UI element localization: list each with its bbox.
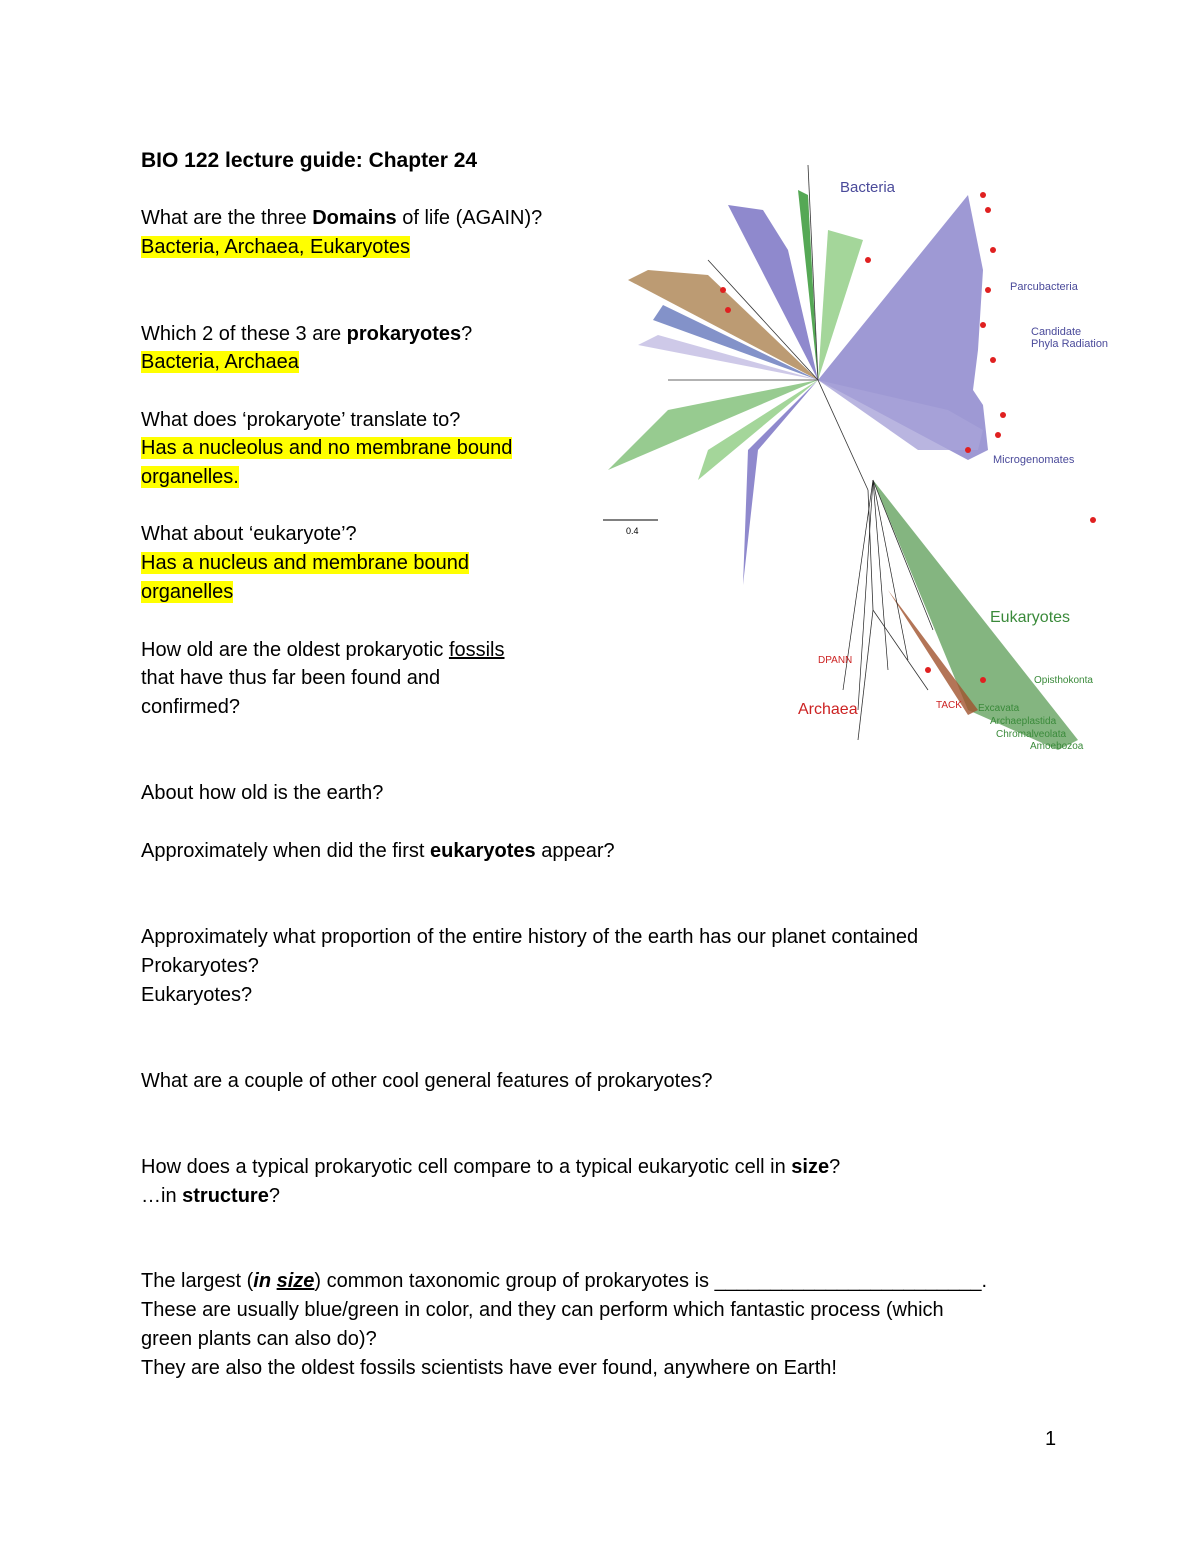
label-tack: TACK bbox=[936, 700, 962, 711]
answer-blank: ________________________ bbox=[714, 1270, 982, 1292]
label-parcubacteria: Parcubacteria bbox=[1010, 281, 1078, 293]
label-dpann: DPANN bbox=[818, 655, 853, 666]
label-eukaryotes: Eukaryotes bbox=[990, 609, 1071, 626]
answer-prokaryote-meaning-2: organelles. bbox=[141, 466, 239, 488]
question-proportion: Approximately what proportion of the entire history of the earth has our planet contained bbox=[141, 926, 919, 948]
label-excavata: Excavata bbox=[978, 703, 1020, 714]
question-fossils-3: confirmed? bbox=[141, 696, 240, 718]
question-prokaryotes: Which 2 of these 3 are prokaryotes? bbox=[141, 323, 473, 345]
label-amoebozoa: Amoebozoa bbox=[1030, 741, 1084, 752]
scale-label: 0.4 bbox=[626, 526, 639, 536]
question-features: What are a couple of other cool general features of prokaryotes? bbox=[141, 1070, 713, 1092]
label-cpr-1: Candidate bbox=[1031, 326, 1082, 338]
question-prokaryote-meaning: What does ‘prokaryote’ translate to? bbox=[141, 409, 461, 431]
question-proportion-eukaryotes: Eukaryotes? bbox=[141, 984, 253, 1006]
tree-of-life-figure bbox=[588, 150, 1108, 760]
page-number: 1 bbox=[1045, 1428, 1057, 1450]
answer-domains: Bacteria, Archaea, Eukaryotes bbox=[141, 236, 411, 258]
question-first-eukaryotes: Approximately when did the first eukaryotes appear? bbox=[141, 840, 615, 862]
question-domains: What are the three Domains of life (AGAIN)? bbox=[141, 207, 543, 229]
question-size: How does a typical prokaryotic cell compare to a typical eukaryotic cell in size? bbox=[141, 1156, 841, 1178]
answer-prokaryotes: Bacteria, Archaea bbox=[141, 351, 299, 373]
label-archaea: Archaea bbox=[798, 701, 858, 718]
question-process-1: These are usually blue/green in color, and they can perform which fantastic process (which bbox=[141, 1299, 944, 1321]
page-title: BIO 122 lecture guide: Chapter 24 bbox=[141, 149, 478, 172]
answer-prokaryote-meaning-1: Has a nucleolus and no membrane bound bbox=[141, 437, 513, 459]
label-cpr-2: Phyla Radiation bbox=[1031, 338, 1108, 350]
question-process-2: green plants can also do)? bbox=[141, 1328, 377, 1350]
question-fossils-1: How old are the oldest prokaryotic fossils bbox=[141, 639, 505, 661]
question-structure: …in structure? bbox=[141, 1185, 280, 1207]
label-bacteria: Bacteria bbox=[840, 179, 896, 196]
question-eukaryote-meaning: What about ‘eukaryote’? bbox=[141, 523, 357, 545]
statement-oldest-fossils: They are also the oldest fossils scientists have ever found, anywhere on Earth! bbox=[141, 1357, 837, 1379]
label-archaeplastida: Archaeplastida bbox=[990, 716, 1057, 727]
answer-eukaryote-meaning-1: Has a nucleus and membrane bound bbox=[141, 552, 469, 574]
label-chromalveolata: Chromalveolata bbox=[996, 729, 1067, 740]
answer-eukaryote-meaning-2: organelles bbox=[141, 581, 234, 603]
question-largest-group: The largest (in size) common taxonomic group of prokaryotes is ________________________. bbox=[141, 1270, 988, 1292]
question-proportion-prokaryotes: Prokaryotes? bbox=[141, 955, 259, 977]
label-opisthokonta: Opisthokonta bbox=[1034, 675, 1093, 686]
question-earth-age: About how old is the earth? bbox=[141, 782, 384, 804]
label-microgenomates: Microgenomates bbox=[993, 454, 1075, 466]
question-fossils-2: that have thus far been found and bbox=[141, 667, 441, 689]
